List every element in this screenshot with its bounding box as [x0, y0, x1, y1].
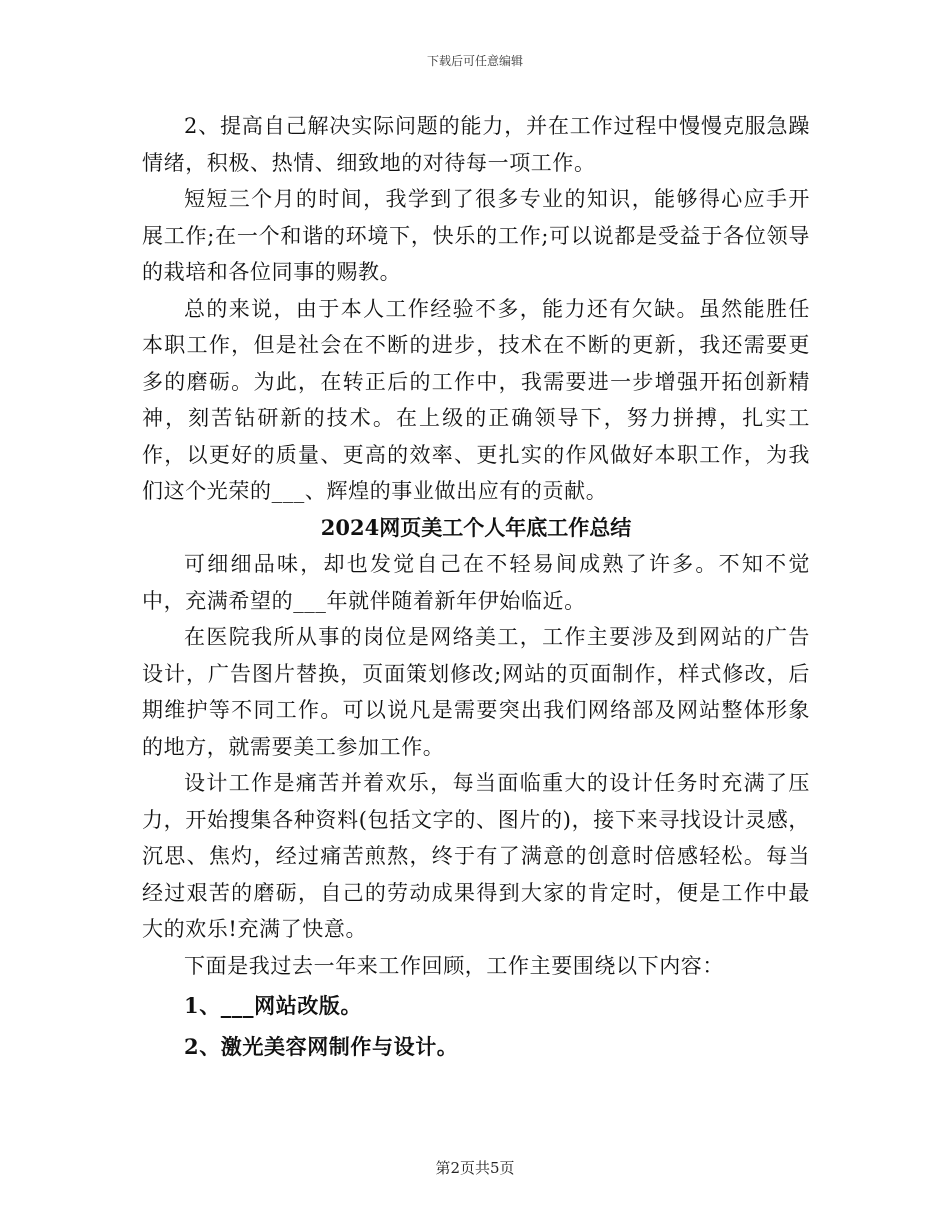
page-header: 下载后可任意编辑	[426, 54, 523, 68]
paragraph: 在医院我所从事的岗位是网络美工，工作主要涉及到网站的广告设计，广告图片替换，页面策划修改;网站的页面制作，样式修改，后期维护等不同工作。可以说凡是需要突出我们网络部及网站整体形象的地方，就需要美工参加工作。	[142, 625, 810, 759]
section-title: 2024网页美工个人年底工作总结	[320, 514, 632, 540]
paragraph: 2、提高自己解决实际问题的能力，并在工作过程中慢慢克服急躁情绪，积极、热情、细致地的对待每一项工作。	[142, 114, 810, 175]
paragraph: 可细细品味，却也发觉自己在不轻易间成熟了许多。不知不觉中，充满希望的___年就伴随着新年伊始临近。	[142, 552, 810, 613]
paragraph: 设计工作是痛苦并着欢乐，每当面临重大的设计任务时充满了压力，开始搜集各种资料(包括文字的、图片的)，接下来寻找设计灵感，沉思、焦灼，经过痛苦煎熬，终于有了满意的创意时倍感轻松。每当经过艰苦的磨砺，自己的劳动成果得到大家的肯定时，便是工作中最大的欢乐!充满了快意。	[142, 771, 810, 941]
page-number: 第2页共5页	[435, 1159, 515, 1177]
paragraph: 下面是我过去一年来工作回顾，工作主要围绕以下内容：	[184, 953, 724, 978]
paragraph: 短短三个月的时间，我学到了很多专业的知识，能够得心应手开展工作;在一个和谐的环境下，快乐的工作;可以说都是受益于各位领导的栽培和各位同事的赐教。	[142, 187, 810, 284]
list-item: 1、___网站改版。	[184, 993, 363, 1018]
document-body	[142, 108, 810, 1065]
list-item: 2、激光美容网制作与设计。	[184, 1033, 459, 1059]
paragraph: 总的来说，由于本人工作经验不多，能力还有欠缺。虽然能胜任本职工作，但是社会在不断的进步，技术在不断的更新，我还需要更多的磨砺。为此，在转正后的工作中，我需要进一步增强开拓创新精神，刻苦钻研新的技术。在上级的正确领导下，努力拼搏，扎实工作，以更好的质量、更高的效率、更扎实的作风做好本职工作，为我们这个光荣的___、辉煌的事业做出应有的贡献。	[142, 296, 810, 503]
